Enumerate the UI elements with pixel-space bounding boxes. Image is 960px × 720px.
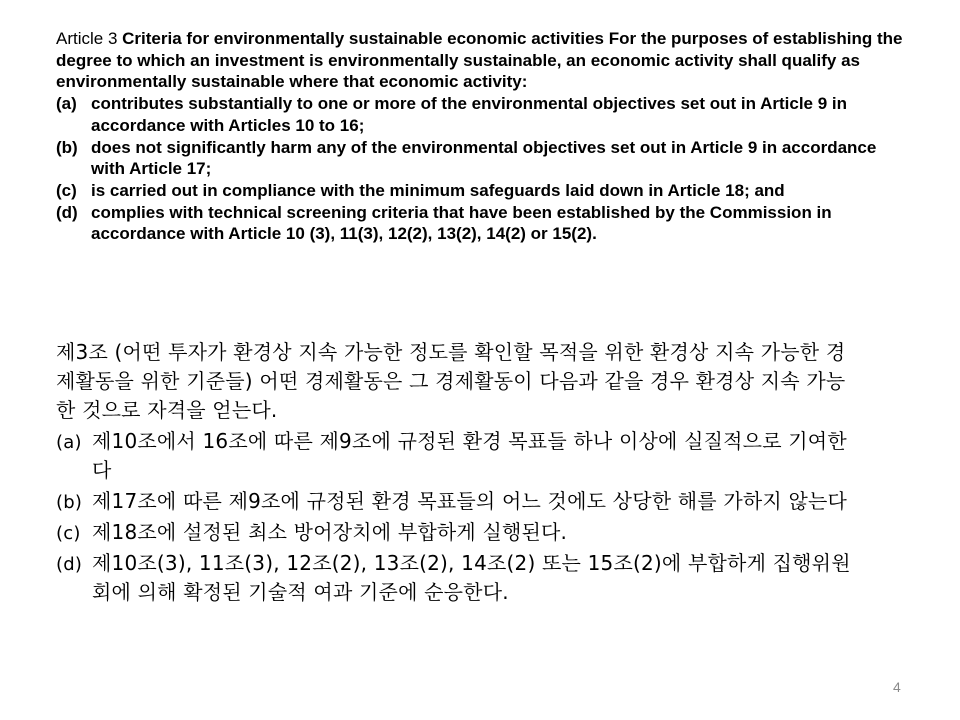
english-item-d (56, 202, 906, 245)
korean-item-text: 제17조에 따른 제9조에 규정된 환경 목표들의 어느 것에도 상당한 해를 가하지 않는다 (92, 489, 848, 513)
english-item-label: (c) (56, 180, 77, 200)
korean-item-label: (d) (56, 554, 83, 575)
english-item-label: (a) (56, 94, 77, 114)
article-label: Article 3 (56, 29, 118, 48)
english-item-c (56, 180, 906, 202)
korean-item-label: (b) (56, 492, 83, 513)
english-item-a (56, 93, 906, 136)
korean-item-text: 제10조(3), 11조(3), 12조(2), 13조(2), 14조(2) 또는 15조(2)에 부합하게 집행위원회에 의해 확정된 기술적 여과 기준에 순응한다. (92, 551, 851, 604)
english-item-text: does not significantly harm any of the environmental objectives set out in Article 9 in accordance with Article 17; (91, 137, 877, 179)
korean-item-b (56, 487, 856, 516)
korean-item-d (56, 549, 856, 607)
korean-item-text: 제18조에 설정된 최소 방어장치에 부합하게 실행된다. (92, 520, 568, 544)
english-item-label: (b) (56, 137, 78, 157)
korean-item-text: 제10조에서 16조에 따른 제9조에 규정된 환경 목표들 하나 이상에 실질적으로 기여한다 (92, 429, 847, 482)
korean-item-a (56, 427, 856, 485)
korean-item-c (56, 518, 856, 547)
english-item-text: complies with technical screening criteria that have been established by the Commission in accordance with Article 10 (3), 11(3), 12(2), 13(2), 14(2) or 15(2). (91, 202, 832, 244)
english-item-text: is carried out in compliance with the minimum safeguards laid down in Article 18; and (91, 180, 785, 200)
korean-lead-paragraph: 제3조 (어떤 투자가 환경상 지속 가능한 정도를 확인할 목적을 위한 환경상 지속 가능한 경제활동을 위한 기준들) 어떤 경제활동은 그 경제활동이 다음과 같을 경우 환경상 지속 가능한 것으로 자격을 얻는다. (56, 340, 846, 422)
english-lead-paragraph (56, 28, 906, 93)
english-item-text: contributes substantially to one or more of the environmental objectives set out in Article 9 in accordance with Articles 10 to 16; (91, 94, 848, 135)
page-number: 4 (893, 679, 901, 695)
english-item-b (56, 137, 906, 180)
english-item-label: (d) (56, 202, 78, 222)
korean-item-label: (a) (56, 432, 82, 453)
korean-article-text (56, 338, 856, 607)
english-lead-text: Criteria for environmentally sustainable economic activities For the purposes of establishing the degree to which an investment is environmentally sustainable, an economic activity shall qualify as environmentally sustainable where that economic activity: (56, 29, 903, 92)
korean-item-label: (c) (56, 523, 81, 544)
english-article-text (56, 28, 906, 245)
